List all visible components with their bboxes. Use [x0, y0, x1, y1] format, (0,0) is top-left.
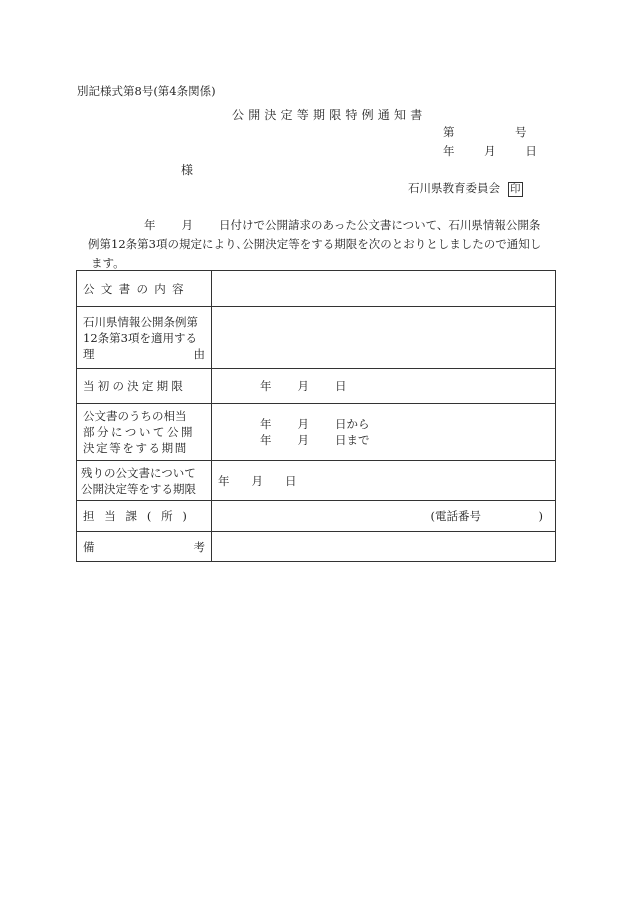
remaining-day: 日 — [285, 473, 297, 488]
seal-mark: 印 — [510, 183, 521, 195]
table-row — [77, 532, 556, 562]
partial-from-day: 日から — [335, 417, 370, 431]
doc-no-dai: 第 — [443, 125, 455, 139]
row-value-document-content — [212, 271, 556, 307]
row-label-document-content: 公文書の内容 — [77, 271, 212, 307]
body-line-2: 例第12条第3項の規定により､公開決定等をする期限を次のとおりとしましたので通知し — [88, 237, 542, 251]
reason-label-line-2: 12条第3項を適用する — [83, 330, 197, 345]
body-month: 月 — [181, 218, 193, 232]
date-day: 日 — [525, 144, 537, 158]
notice-form-table — [76, 270, 556, 562]
remaining-year: 年 — [218, 473, 230, 488]
table-row — [77, 369, 556, 404]
notice-body — [88, 216, 558, 273]
reason-label-line-1: 石川県情報公開条例第 — [83, 314, 198, 329]
row-value-initial-deadline — [212, 369, 556, 404]
document-title: 公開決定等期限特例通知書 — [232, 108, 427, 122]
partial-label-line-1: 公文書のうちの相当 — [83, 409, 187, 423]
partial-from-year: 年 — [260, 417, 272, 431]
row-value-partial-period — [212, 404, 556, 461]
partial-to — [260, 432, 549, 448]
remarks-kou: 考 — [193, 539, 205, 554]
partial-from-month: 月 — [297, 417, 309, 431]
partial-to-day: 日まで — [335, 433, 370, 447]
body-line-1-text: 日付けで公開請求のあった公文書について、石川県情報公開条 — [219, 218, 541, 232]
row-value-reason — [212, 307, 556, 369]
remaining-label-line-2: 公開決定等をする期限 — [81, 481, 196, 496]
row-label-partial-period — [77, 404, 212, 461]
row-value-remarks — [212, 532, 556, 562]
row-value-phone-number: (電話番号 ) — [212, 501, 556, 532]
remaining-month: 月 — [251, 473, 263, 488]
table-row — [77, 307, 556, 369]
remarks-label — [83, 539, 205, 555]
row-label-initial-deadline: 当初の決定期限 — [77, 369, 212, 404]
row-label-responsible-section: 担当課(所) — [77, 501, 212, 532]
remaining-label-line-1: 残りの公文書について — [81, 465, 196, 480]
issuer — [408, 180, 523, 197]
body-year: 年 — [144, 218, 156, 232]
document-number — [443, 124, 527, 140]
reason-label-line-3 — [83, 346, 205, 362]
body-line-3: ます。 — [91, 256, 125, 270]
initial-month: 月 — [297, 379, 309, 393]
reason-ri: 理 — [83, 346, 95, 361]
doc-no-go: 号 — [515, 125, 527, 139]
row-label-remarks — [77, 532, 212, 562]
table-row — [77, 461, 556, 501]
partial-from — [260, 416, 549, 432]
table-row — [77, 271, 556, 307]
row-label-remaining-deadline — [77, 461, 212, 501]
table-row — [77, 501, 556, 532]
form-number-label: 別記様式第8号(第4条関係) — [77, 84, 216, 98]
initial-year: 年 — [260, 379, 272, 393]
reason-yu: 由 — [193, 346, 205, 361]
row-value-remaining-deadline — [212, 461, 556, 501]
issuer-name: 石川県教育委員会 — [408, 181, 500, 195]
date-year: 年 — [443, 144, 455, 158]
partial-label-line-3: 決定等をする期間 — [83, 441, 188, 455]
table-row — [77, 404, 556, 461]
body-line-1 — [88, 216, 558, 235]
partial-to-year: 年 — [260, 433, 272, 447]
date-month: 月 — [484, 144, 496, 158]
initial-day: 日 — [335, 379, 347, 393]
row-label-reason — [77, 307, 212, 369]
issue-date — [443, 143, 537, 159]
addressee-suffix: 様 — [181, 163, 194, 177]
partial-to-month: 月 — [297, 433, 309, 447]
remarks-bi: 備 — [83, 539, 95, 554]
partial-label-line-2: 部分について公開 — [83, 425, 196, 439]
